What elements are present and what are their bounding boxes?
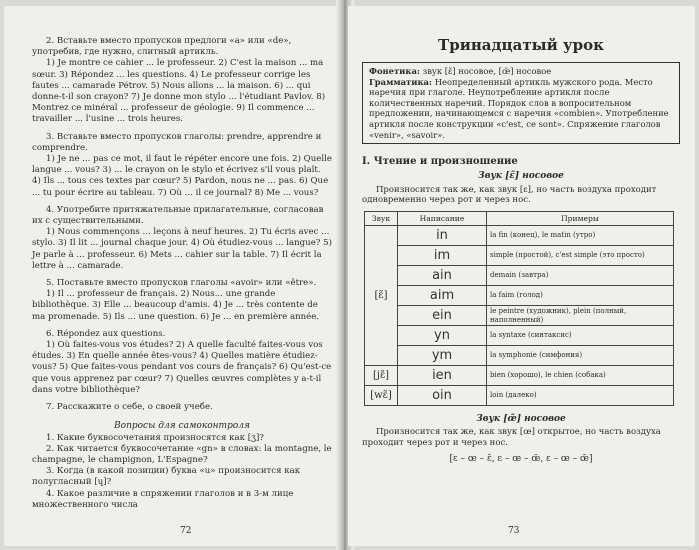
table-row <box>365 266 674 286</box>
example-cell: bien (хорошо), le chien (собака) <box>487 366 674 386</box>
exercise-5-text: 1) Il ... professeur de français. 2) Nous... une grande bibliothèque. 3) Elle ... beaucoup d'amis. 4) Je ... très contente de ma promenade. 5) Ils ... une question. 6) Je ... en première année. <box>32 289 320 322</box>
spelling-cell: ien <box>398 366 487 386</box>
right-page <box>348 6 695 546</box>
table-row <box>365 326 674 346</box>
left-page <box>4 6 342 546</box>
sound-cell: [wɛ̃] <box>365 386 398 406</box>
example-cell: loin (далеко) <box>487 386 674 406</box>
table-row <box>365 366 674 386</box>
sound1-heading: Звук [ɛ̃] носовое <box>478 171 564 182</box>
right-page-number: 73 <box>508 526 520 536</box>
exercise-3-instruction: 3. Вставьте вместо пропусков глаголы: prendre, apprendre и comprendre. <box>32 131 322 153</box>
right-page-content <box>362 36 680 474</box>
sound1-description: Произносится так же, как звук [ɛ], но часть воздуха проходит одновременно через рот и через нос. <box>362 184 657 206</box>
exercise-3-text: 1) Je ne ... pas ce mot, il faut le répéter encore une fois. 2) Quelle langue ... vous? 3) ... le crayon on le stylo et écrivez s'il vous plaît. 4) Ils ... tous ces textes par cœur? 5) Pardon, nous ne ... pas. 6) Que ... tu pour écrire au tableau. 7) Où ... il ce journal? 8) Me ... vous? <box>32 154 332 198</box>
table-row <box>365 306 674 326</box>
review-question: 3. Когда (в какой позиции) буква «u» произносится как полугласный [ɥ]? <box>32 466 301 488</box>
review-question: 4. Какое различие в спряжении глаголов и в 3-м лице множественного числа <box>32 488 294 510</box>
lesson-summary-box <box>362 62 680 144</box>
header-examples: Примеры <box>487 212 674 226</box>
phonetics-label: Фонетика: <box>369 66 420 76</box>
review-heading: Вопросы для самоконтроля <box>114 421 250 432</box>
spelling-cell: in <box>398 226 487 246</box>
exercise-5-instruction: 5. Поставьте вместо пропусков глаголы «avoir» или «être». <box>46 278 317 289</box>
grammar-text: Неопределенный артикль мужского рода. Место наречия при глаголе. Неупотребление артикля после количественных наречий. Порядок слов в вопросительном предложении, начинающемся с наречия «combien». Употребление артикля после конструкции «c'est, ce sont». Спряжение глаголов «venir», «savoir». <box>369 76 669 140</box>
sound-spelling-table <box>364 211 674 406</box>
spelling-cell: yn <box>398 326 487 346</box>
exercise-7-instruction: 7. Расскажите о себе, о своей учебе. <box>46 402 213 413</box>
spelling-cell: im <box>398 246 487 266</box>
table-row <box>365 346 674 366</box>
spelling-cell: aim <box>398 286 487 306</box>
table-row <box>365 386 674 406</box>
table-header-row <box>365 212 674 226</box>
pronunciation-formula: [ɛ – œ – ɛ̃, ɛ – œ – œ̃, ɛ – œ – œ̃] <box>449 453 593 464</box>
section-title: I. Чтение и произношение <box>362 156 518 168</box>
sound-cell: [ɛ̃] <box>365 226 398 366</box>
spelling-cell: ein <box>398 306 487 326</box>
header-spelling: Написание <box>398 212 487 226</box>
exercise-4-instruction: 4. Употребите притяжательные прилагательные, согласовав их с существительными. <box>32 204 324 227</box>
example-cell: la fin (конец), le matin (утро) <box>487 226 674 246</box>
grammar-label: Грамматика: <box>369 76 433 87</box>
example-cell: la syntaxe (синтаксис) <box>487 326 674 346</box>
exercise-6-instruction: 6. Répondez aux questions. <box>46 328 166 339</box>
left-page-content <box>32 36 332 511</box>
exercise-2-instruction: 2. Вставьте вместо пропусков предлоги «а» или «de», употребив, где нужно, слитный артикль. <box>32 36 292 58</box>
example-cell: la faim (голод) <box>487 286 674 306</box>
table-row <box>365 286 674 306</box>
review-question: 2. Как читается буквосочетание «gn» в словах: la montagne, le champagne, le champignon, L'Espagne? <box>32 443 332 465</box>
phonetics-text: звук [ɛ̃] носовое, [œ̃] носовое <box>422 66 552 76</box>
left-page-number: 72 <box>180 526 192 536</box>
review-question: 1. Какие буквосочетания произносятся как [ʒ]? <box>46 432 264 443</box>
table-row <box>365 246 674 266</box>
example-cell: la symphonie (симфония) <box>487 346 674 366</box>
example-cell: demain (завтра) <box>487 266 674 286</box>
example-cell: simple (простой), c'est simple (это просто) <box>487 246 674 266</box>
exercise-4-text: 1) Nous commençons ... leçons à neuf heures. 2) Tu écris avec ... stylo. 3) Il lit ... journal chaque jour. 4) Où étudiez-vous ... langue? 5) Je parle à ... professeur. 6) Mets ... cahier sur la table. 7) Il écrit la lettre à ... camarade. <box>32 227 332 271</box>
spelling-cell: oin <box>398 386 487 406</box>
exercise-2-text: 1) Je montre ce cahier ... le professeur. 2) C'est la maison ... ma sœur. 3) Répondez ... les questions. 4) Le professeur corrige les fautes ... camarade Pétrov. 5) Nous allons ... la maison. 6) ... qui donne-t-il son crayon? 7) Je donne mon stylo ... l'étudiant Pavlov. 8) Montrez ce minéral ... professeur de géologie. 9) Il commence ... travailler ... l'usine ... trois heures. <box>32 58 326 125</box>
phonetics-line <box>369 66 673 77</box>
lesson-title: Тринадцатый урок <box>438 36 604 54</box>
table-row <box>365 226 674 246</box>
sound2-heading: Звук [œ̃] носовое <box>476 414 566 425</box>
spelling-cell: ym <box>398 346 487 366</box>
sound2-description: Произносится так же, как звук [œ] открытое, но часть воздуха проходит через рот и через нос. <box>362 427 661 449</box>
spelling-cell: ain <box>398 266 487 286</box>
grammar-line <box>369 77 673 141</box>
sound-cell: [jɛ̃] <box>365 366 398 386</box>
header-sound: Звук <box>365 212 398 226</box>
example-cell: le peintre (художник), plein (полный, наполненный) <box>487 306 674 326</box>
exercise-6-text: 1) Où faites-vous vos études? 2) A quelle faculté faites-vous vos études. 3) En quelle année êtes-vous? 4) Quelles matière étudiez-vous? 5) Que faites-vous pendant vos cours de français? 6) Qu'est-ce que vous apprenez par cœur? 7) Quelles œuvres complètes y a-t-il dans votre bibliothèque? <box>32 340 332 395</box>
